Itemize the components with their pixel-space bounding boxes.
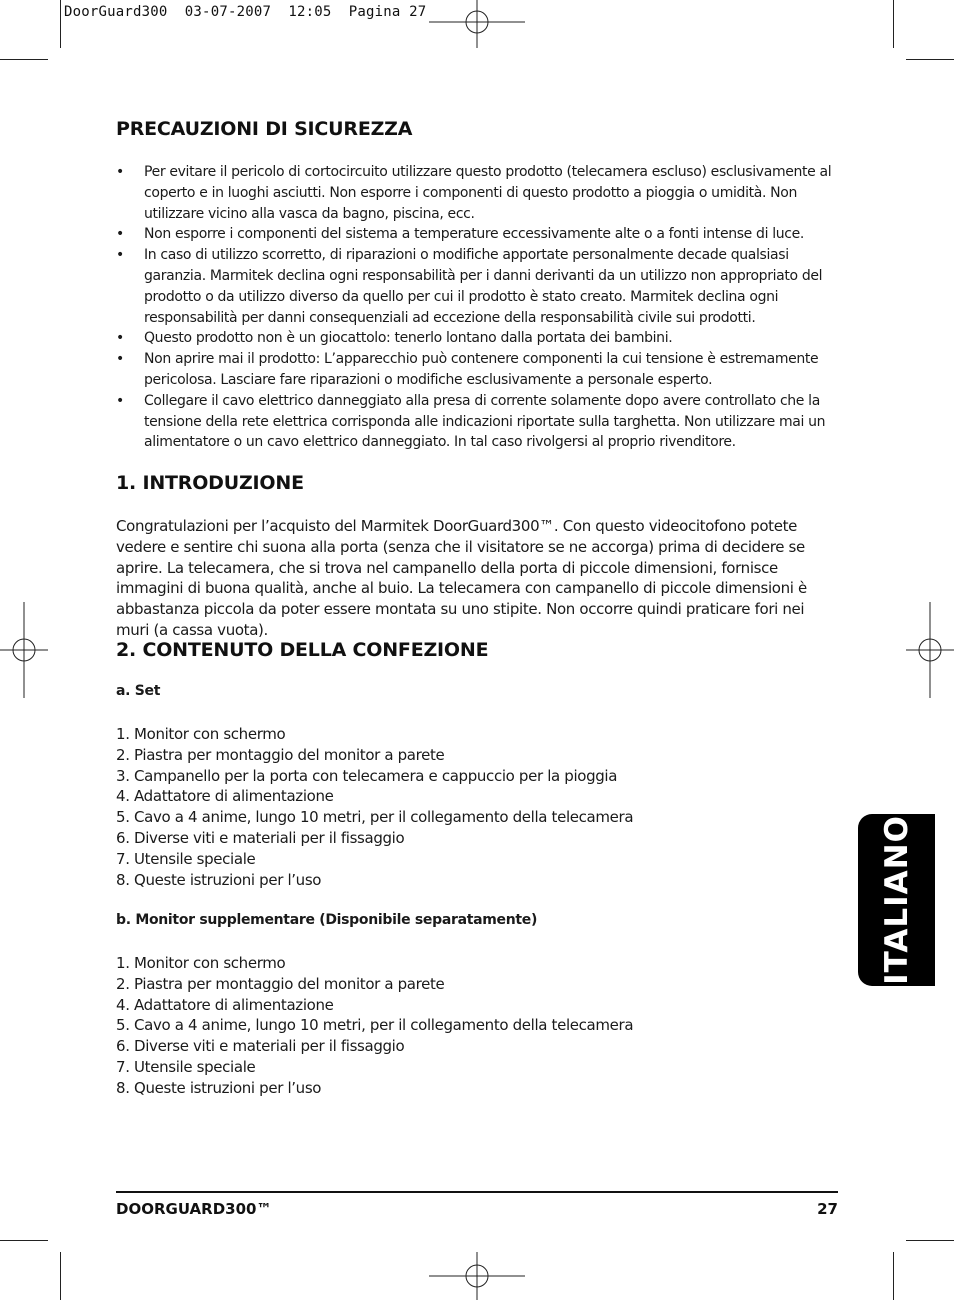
set-b-list bbox=[116, 953, 633, 1099]
crop-mark bbox=[893, 1252, 894, 1300]
list-item: 4. Adattatore di alimentazione bbox=[116, 995, 334, 1014]
set-a-title: a. Set bbox=[116, 683, 161, 699]
safety-heading: PRECAUZIONI DI SICUREZZA bbox=[116, 118, 413, 140]
registration-mark-right bbox=[906, 602, 954, 698]
list-item: 5. Cavo a 4 anime, lungo 10 metri, per il collegamento della telecamera bbox=[116, 808, 634, 827]
intro-paragraph: Congratulazioni per l’acquisto del Marmitek DoorGuard300™. Con questo videocitofono potete vedere e sentire chi suona alla porta (senza che il visitatore se ne accorga) prima di decidere se aprire. La telecamera, che si trova nel campanello della porta di piccole dimensioni, fornisce immagini di buona qualità, anche al buio. La telecamera con campanello di piccole dimensioni è abbastanza piccola da poter essere montata su uno stipite. Non occorre quindi praticare fori nei muri (a cassa vuota). bbox=[116, 517, 807, 639]
footer-page-number: 27 bbox=[817, 1200, 838, 1218]
registration-mark-bottom bbox=[429, 1252, 525, 1300]
list-item: • Per evitare il pericolo di cortocircuito utilizzare questo prodotto (telecamera escluso) esclusivamente al coperto e in luoghi asciutti. Non esporre i componenti di questo prodotto a pioggia o umidità. Non utilizzare vicino alla vasca da bagno, piscina, ecc. bbox=[116, 164, 832, 222]
set-a-list bbox=[116, 724, 633, 890]
list-item: 8. Queste istruzioni per l’uso bbox=[116, 1078, 322, 1097]
list-item: 2. Piastra per montaggio del monitor a parete bbox=[116, 745, 445, 764]
language-tab-label: ITALIANO bbox=[878, 815, 915, 985]
list-item: 8. Queste istruzioni per l’uso bbox=[116, 870, 322, 889]
list-item: 6. Diverse viti e materiali per il fissaggio bbox=[116, 1037, 405, 1056]
intro-heading: 1. INTRODUZIONE bbox=[116, 472, 304, 494]
list-item: • Collegare il cavo elettrico danneggiato alla presa di corrente solamente dopo avere controllato che la tensione della rete elettrica corrisponda alle indicazioni riportate sulla targhetta. Non utilizzare mai un alimentatore o un cavo elettrico danneggiato. In tal caso rivolgersi al proprio rivenditore. bbox=[116, 392, 826, 451]
list-item: 5. Cavo a 4 anime, lungo 10 metri, per il collegamento della telecamera bbox=[116, 1016, 634, 1035]
footer-product-name: DOORGUARD300™ bbox=[116, 1200, 272, 1218]
list-item: 6. Diverse viti e materiali per il fissaggio bbox=[116, 828, 405, 847]
language-tab bbox=[858, 814, 935, 986]
set-b-title: b. Monitor supplementare (Disponibile separatamente) bbox=[116, 912, 538, 928]
crop-mark bbox=[893, 0, 894, 48]
list-item: • Non esporre i componenti del sistema a temperature eccessivamente alte o a fonti intense di luce. bbox=[116, 226, 804, 243]
list-item: 1. Monitor con schermo bbox=[116, 725, 286, 743]
crop-mark bbox=[906, 1240, 954, 1241]
crop-mark bbox=[60, 1252, 61, 1300]
crop-mark bbox=[0, 59, 48, 60]
safety-list bbox=[116, 162, 838, 453]
list-item: • Non aprire mai il prodotto: L’apparecchio può contenere componenti la cui tensione è estremamente pericolosa. Lasciare fare riparazioni o modifiche esclusivamente a personale esperto. bbox=[116, 351, 819, 388]
crop-mark bbox=[906, 59, 954, 60]
crop-mark bbox=[60, 0, 61, 48]
list-item: 1. Monitor con schermo bbox=[116, 954, 286, 972]
crop-mark bbox=[0, 1240, 48, 1241]
footer-rule bbox=[116, 1191, 838, 1193]
list-item: 7. Utensile speciale bbox=[116, 849, 256, 868]
registration-mark-left bbox=[0, 602, 48, 698]
list-item: 2. Piastra per montaggio del monitor a parete bbox=[116, 974, 445, 993]
contents-heading: 2. CONTENUTO DELLA CONFEZIONE bbox=[116, 639, 489, 661]
list-item: 4. Adattatore di alimentazione bbox=[116, 787, 334, 806]
print-slug: DoorGuard300 03-07-2007 12:05 Pagina 27 bbox=[64, 4, 427, 20]
list-item: • In caso di utilizzo scorretto, di riparazioni o modifiche apportate personalmente decade qualsiasi garanzia. Marmitek declina ogni responsabilità per i danni derivanti da un utilizzo non appropriato del prodotto o da utilizzo diverso da quello per cui il prodotto è stato creato. Marmitek declina ogni responsabilità per danni consequenziali ad eccezione della responsabilità civile sui prodotti. bbox=[116, 247, 823, 326]
registration-mark-top bbox=[429, 0, 525, 48]
list-item: • Questo prodotto non è un giocattolo: tenerlo lontano dalla portata dei bambini. bbox=[116, 330, 673, 347]
list-item: 3. Campanello per la porta con telecamera e cappuccio per la pioggia bbox=[116, 766, 618, 785]
list-item: 7. Utensile speciale bbox=[116, 1057, 256, 1076]
